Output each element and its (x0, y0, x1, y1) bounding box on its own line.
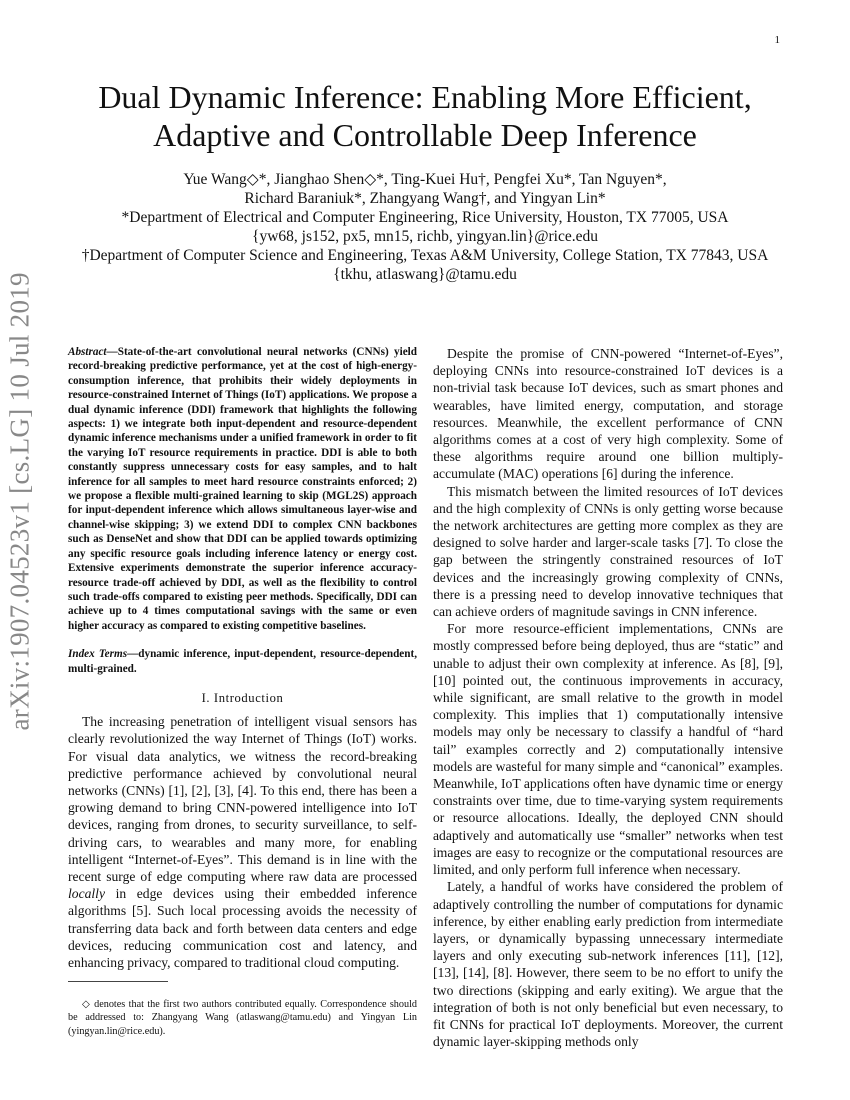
email-tamu: {tkhu, atlaswang}@tamu.edu (333, 266, 517, 283)
abstract (68, 345, 417, 633)
index-terms-body: —dynamic inference, input-dependent, resource-dependent, multi-grained. (68, 648, 417, 675)
author-block (60, 170, 790, 284)
body-paragraph-3: For more resource-efficient implementations, CNNs are mostly compressed before being deployed, thus are “static” and unable to adjust their own complexity at inference. As [8], [9], [10] pointed out, the continuous improvements in accuracy, while significant, are small relative to the growth in model complexity. This implies that 1) computationally intensive models may only be necessary to classify a handful of “hard tail” examples correctly and 2) computationally intensive models are wasteful for many simple and “canonical” examples. Meanwhile, IoT applications often have dynamic time or energy constraints over time, due to time-varying system requirements or resource allocations. Ideally, the deployed CNN should adaptively and automatically use “smaller” networks when test images are easy to recognize or the computational resources are limited, and only perform full inference when necessary. (433, 621, 783, 878)
footnote: ◇ denotes that the first two authors contributed equally. Correspondence should be addressed to: Zhangyang Wang (atlaswang@tamu.edu) and Yingyan Lin (yingyan.lin@rice.edu). (68, 999, 417, 1037)
authors-line-2: Richard Baraniuk*, Zhangyang Wang†, and Yingyan Lin* (244, 190, 606, 207)
right-column (433, 345, 783, 1050)
abstract-body: —State-of-the-art convolutional neural networks (CNNs) yield record-breaking predictive performance, yet at the cost of high-energy-consumption inference, that prohibits their widely deployments in resource-constrained Internet of Things (IoT) applications. We propose a dual dynamic inference (DDI) framework that highlights the following aspects: 1) we integrate both input-dependent and resource-dependent dynamic inference mechanisms under a unified framework in order to fit the varying IoT resource requirements in practice. DDI is able to both constantly suppress unnecessary costs for easy samples, and to halt inference for all samples to meet hard resource constraints enforced; 2) we propose a flexible multi-grained learning to skip (MGL2S) approach for input-dependent inference which allows simultaneous layer-wise and channel-wise skipping; 3) we extend DDI to complex CNN backbones such as DenseNet and show that DDI can be applied towards optimizing any specific resource goals including inference latency or energy cost. Extensive experiments demonstrate the superior inference accuracy-resource trade-off achieved by DDI, as well as the flexibility to control such trade-offs compared to existing peer methods. Specifically, DDI can achieve up to 4 times computational savings with the same or even higher accuracy as compared to existing competitive baselines. (68, 346, 417, 632)
arxiv-stamp[interactable]: arXiv:1907.04523v1 [cs.LG] 10 Jul 2019 (4, 272, 35, 731)
email-rice: {yw68, js152, px5, mn15, richb, yingyan.lin}@rice.edu (252, 228, 598, 245)
index-terms-label: Index Terms (68, 648, 128, 661)
affiliation-tamu: †Department of Computer Science and Engineering, Texas A&M University, College Station, TX 77843, USA (81, 247, 769, 264)
title-line-2: Adaptive and Controllable Deep Inference (153, 117, 697, 153)
intro-emphasis: locally (68, 886, 105, 902)
intro-paragraph (68, 713, 417, 971)
title-line-1: Dual Dynamic Inference: Enabling More Efficient, (98, 79, 752, 115)
body-paragraph-2: This mismatch between the limited resources of IoT devices and the high complexity of CNNs is only getting worse because the network architectures are getting more complex as they are designed to solve harder and larger-scale tasks [7]. To close the gap between the stringently constrained resources of IoT devices and the increasingly growing complexity of CNNs, there is a pressing need to develop innovative techniques that can achieve orders of magnitude savings in CNN inference. (433, 483, 783, 620)
page-number: 1 (774, 34, 780, 46)
index-terms (68, 647, 417, 676)
paper-title (60, 78, 790, 154)
authors-line-1: Yue Wang◇*, Jianghao Shen◇*, Ting-Kuei Hu†, Pengfei Xu*, Tan Nguyen*, (183, 171, 667, 188)
abstract-label: Abstract (68, 346, 107, 358)
body-paragraph-1: Despite the promise of CNN-powered “Internet-of-Eyes”, deploying CNNs into resource-constrained IoT devices is a non-trivial task because IoT devices, such as smart phones and wearables, have limited energy, computation, and storage resources. Meanwhile, the excellent performance of CNN algorithms comes at a cost of very high complexity. Some of these algorithms require around one billion multiply-accumulate (MAC) operations [6] during the inference. (433, 346, 783, 482)
section-heading-introduction: I. Introduction (201, 690, 284, 705)
intro-text-b: in edge devices using their embedded inference algorithms [5]. Such local processing avoids the necessity of transferring data back and forth between data centers and edge devices, reducing communication cost and latency, and enhancing privacy, compared to traditional cloud computing. (68, 886, 417, 970)
left-column (68, 345, 417, 1038)
footnote-rule (68, 981, 168, 982)
body-paragraph-4: Lately, a handful of works have considered the problem of adaptively controlling the number of computations for dynamic inference, by either enabling early prediction from intermediate layers, or dynamically bypassing unnecessary intermediate layers and only executing sub-network inferences [11], [12], [13], [14], [8]. However, there seem to be no effort to unify the two directions (skipping and early exiting). We argue that the integration of both is not only beneficial but even necessary, to fit CNNs for practical IoT deployments. Moreover, the current dynamic layer-skipping methods only (433, 879, 783, 1050)
intro-text-a: The increasing penetration of intelligent visual sensors has clearly revolutionized the way Internet of Things (IoT) works. For visual data analytics, we witness the record-breaking predictive performance achieved by convolutional neural networks (CNNs) [1], [2], [3], [4]. To this end, there has been a growing demand to bring CNN-powered intelligence into IoT devices, ranging from drones, to security surveillance, to self-driving cars, to wearables and many more, for enabling intelligent “Internet-of-Eyes”. This demand is in line with the recent surge of edge computing where raw data are processed (68, 714, 417, 884)
affiliation-rice: *Department of Electrical and Computer Engineering, Rice University, Houston, TX 77005, USA (121, 209, 729, 226)
